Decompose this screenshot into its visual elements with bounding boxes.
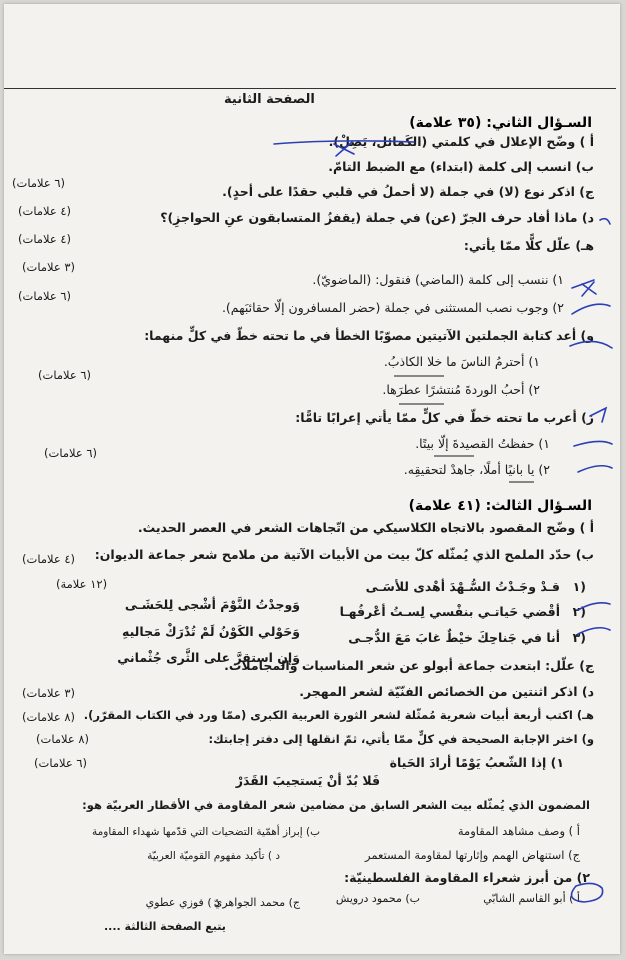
q2-item-h: هـ) علّل كلًّا ممّا يأتي:: [463, 238, 594, 253]
q3-verse-2-left: وَحَوْلي الكَوْنُ لَمْ تُدْرَكْ مَجاليهِ: [122, 624, 300, 639]
q3-verse-1-right: قـدْ وجَـدْتُ السُّـهْدَ أهْدى للأسَـى: [365, 579, 560, 594]
q3-f-question: المضمون الذي يُمثّله بيت الشعر السابق من مضامين شعر المقاومة في الأقطار العربيّة هو:: [82, 798, 590, 812]
q2-item-w-sub-2: ٢) أحبُ الوردةَ مُنتشرًا عطرَها.: [382, 382, 540, 397]
q3-item-b-marks: (١٢ علامة): [56, 577, 108, 591]
q2-item-d: د) ماذا أفاد حرف الجرّ (عن) في جملة (يقفزُ المتسابقون عنِ الحواجزِ)؟: [160, 210, 594, 225]
q3-verse-3-right: أنا في جَناحِكَ خيْطٌ غابَ مَعَ الدُّجـى: [348, 630, 560, 645]
q2-item-h-marks: (٦ علامات): [18, 289, 72, 303]
q3-f-verse-part-2: فَلا بُدّ أنْ يَستجيبَ القَدَرْ: [235, 773, 380, 788]
question-3-title: السـؤال الثالث: (٤١ علامة): [408, 498, 592, 514]
q3-verse-2-number: ٢): [572, 604, 586, 619]
q2-item-a-marks: (٦ علامات): [12, 176, 66, 190]
q3-f2-option-b: ب) محمود درويش: [335, 892, 420, 905]
q3-f-option-b: ب) إبراز أهمّية التضحيات التي قدّمها شهداء المقاومة: [92, 826, 320, 838]
q2-item-z-sub-2: ٢) يا بانيًا أملًا، جاهدْ لتحقيقِه.: [403, 462, 550, 477]
q2-item-b: ب) انسب إلى كلمة (ابتداء) مع الضبط التامّ.: [328, 159, 594, 174]
q3-verse-1-number: ١): [572, 579, 586, 594]
q3-f2-option-a: أ ) أبو القاسم الشابّي: [483, 892, 580, 905]
q3-f2-option-d: د ) فوزي عطوي: [145, 896, 220, 909]
q3-verse-2-right: أقْضي حَياتـي بنفْسي لِسـتُ أعْرفُهـا: [339, 604, 560, 619]
q3-item-b: ب) حدّد الملمح الذي يُمثّله كلّ بيت من الأبيات الآتية من ملامح شعر جماعة الديوان:: [94, 547, 594, 562]
q3-item-d: د) اذكر اثنتين من الخصائص الفنّيّة لشعر المهجر.: [299, 684, 594, 699]
q3-item-a: أ ) وضّح المقصود بالاتجاه الكلاسيكي من اتّجاهات الشعر في العصر الحديث.: [137, 520, 594, 535]
pen-circle-f2a: [572, 883, 603, 902]
q2-item-w-marks: (٦ علامات): [38, 368, 92, 382]
q2-item-w-sub-1: ١) أحترمُ الناسَ ما خلا الكاذبُ.: [383, 354, 540, 369]
q3-verse-3-left: وَإنِ استقرَّ على الثَّرى جُثْماني: [117, 650, 300, 665]
q3-item-e: هـ) اكتب أربعة أبيات شعرية مُمثّلة لشعر الثورة العربية الكبرى (ممّا ورد في الكتاب المقرّر).: [83, 708, 594, 722]
q3-f-option-d: د ) تأكيد مفهوم القوميّة العربيّة: [147, 850, 280, 862]
pen-annotations: [4, 4, 620, 954]
q3-verse-3-number: ٣): [572, 630, 586, 645]
q3-item-e-marks: (٨ علامات): [36, 732, 90, 746]
q3-item-d-marks: (٨ علامات): [22, 710, 76, 724]
pen-mark-z1: [574, 441, 612, 446]
pen-mark-z: [590, 408, 606, 422]
q2-item-z: ز) أعرب ما تحته خطّ في كلٍّ ممّا يأتي إعرابًا تامًّا:: [295, 410, 594, 425]
page-footer: يتبع الصفحة الثالثة ....: [104, 920, 226, 933]
q2-item-b-marks: (٤ علامات): [18, 204, 72, 218]
q2-item-c-marks: (٤ علامات): [18, 232, 72, 246]
pen-mark-v3: [578, 628, 610, 634]
q2-item-d-marks: (٣ علامات): [22, 260, 76, 274]
pen-cross-mark: [334, 142, 354, 156]
q2-item-c: ج) اذكر نوع (لا) في جملة (لا أحملُ في قلبي حقدًا على أحدٍ).: [222, 184, 594, 199]
pen-mark-z2: [578, 466, 612, 472]
q3-item-f-marks: (٦ علامات): [34, 756, 88, 770]
q3-f-verse-part-1: ١) إذا الشّعبُ يَوْمًا أرادَ الحَياة: [389, 755, 564, 770]
question-2-title: السـؤال الثاني: (٣٥ علامة): [409, 115, 592, 131]
q3-item-c: ج) علّل: ابتعدت جماعة أبولو عن شعر المناسبات والمجاملات.: [224, 658, 594, 673]
q3-f-option-a: أ ) وصف مشاهد المقاومة: [457, 824, 580, 838]
pen-underline-q2: [274, 141, 414, 144]
q3-f-option-c: ج) استنهاض الهمم وإثارتها لمقاومة المستعمر: [365, 848, 580, 862]
q3-f2-option-c: ج) محمد الجواهريّ: [213, 896, 300, 909]
q3-verse-1-left: وَوجدْتُ النَّوْمَ أشْجى لِلحَشَـى: [124, 597, 300, 612]
exam-page: [4, 4, 620, 954]
q3-f2-question: ٢) من أبرز شعراء المقاومة الفلسطينيّة:: [344, 870, 590, 885]
q2-item-h-sub-1: ١) ننسب إلى كلمة (الماضي) فنقول: (الماضويّ).: [312, 272, 564, 287]
q2-item-a: أ ) وضّح الإعلال في كلمتي (الكَمائل، يَصِلْ).: [328, 134, 594, 149]
q2-item-z-marks: (٦ علامات): [44, 446, 98, 460]
q3-item-c-marks: (٣ علامات): [22, 686, 76, 700]
pen-mark-v2: [578, 603, 610, 610]
q2-item-h-sub-2: ٢) وجوب نصب المستثنى في جملة (حضر المسافرون إلّا حقائبَهم).: [221, 300, 564, 315]
page-title: الصفحة الثانية: [224, 92, 315, 107]
pen-mark-h2: [572, 304, 610, 314]
q2-item-w: و) أعد كتابة الجملتين الآتيتين مصوّبًا الخطأ في ما تحته خطّ في كلٍّ منهما:: [144, 328, 594, 343]
q2-item-z-sub-1: ١) حفظتُ القصيدةَ إلّا بيتًا.: [415, 436, 550, 451]
pen-mark-w: [570, 341, 612, 348]
pen-mark-d: [600, 219, 610, 224]
q3-item-f: و) اختر الإجابة الصحيحة في كلٍّ ممّا يأتي، ثمّ انقلها إلى دفتر إجابتك:: [208, 732, 594, 746]
q3-item-a-marks: (٤ علامات): [22, 552, 76, 566]
